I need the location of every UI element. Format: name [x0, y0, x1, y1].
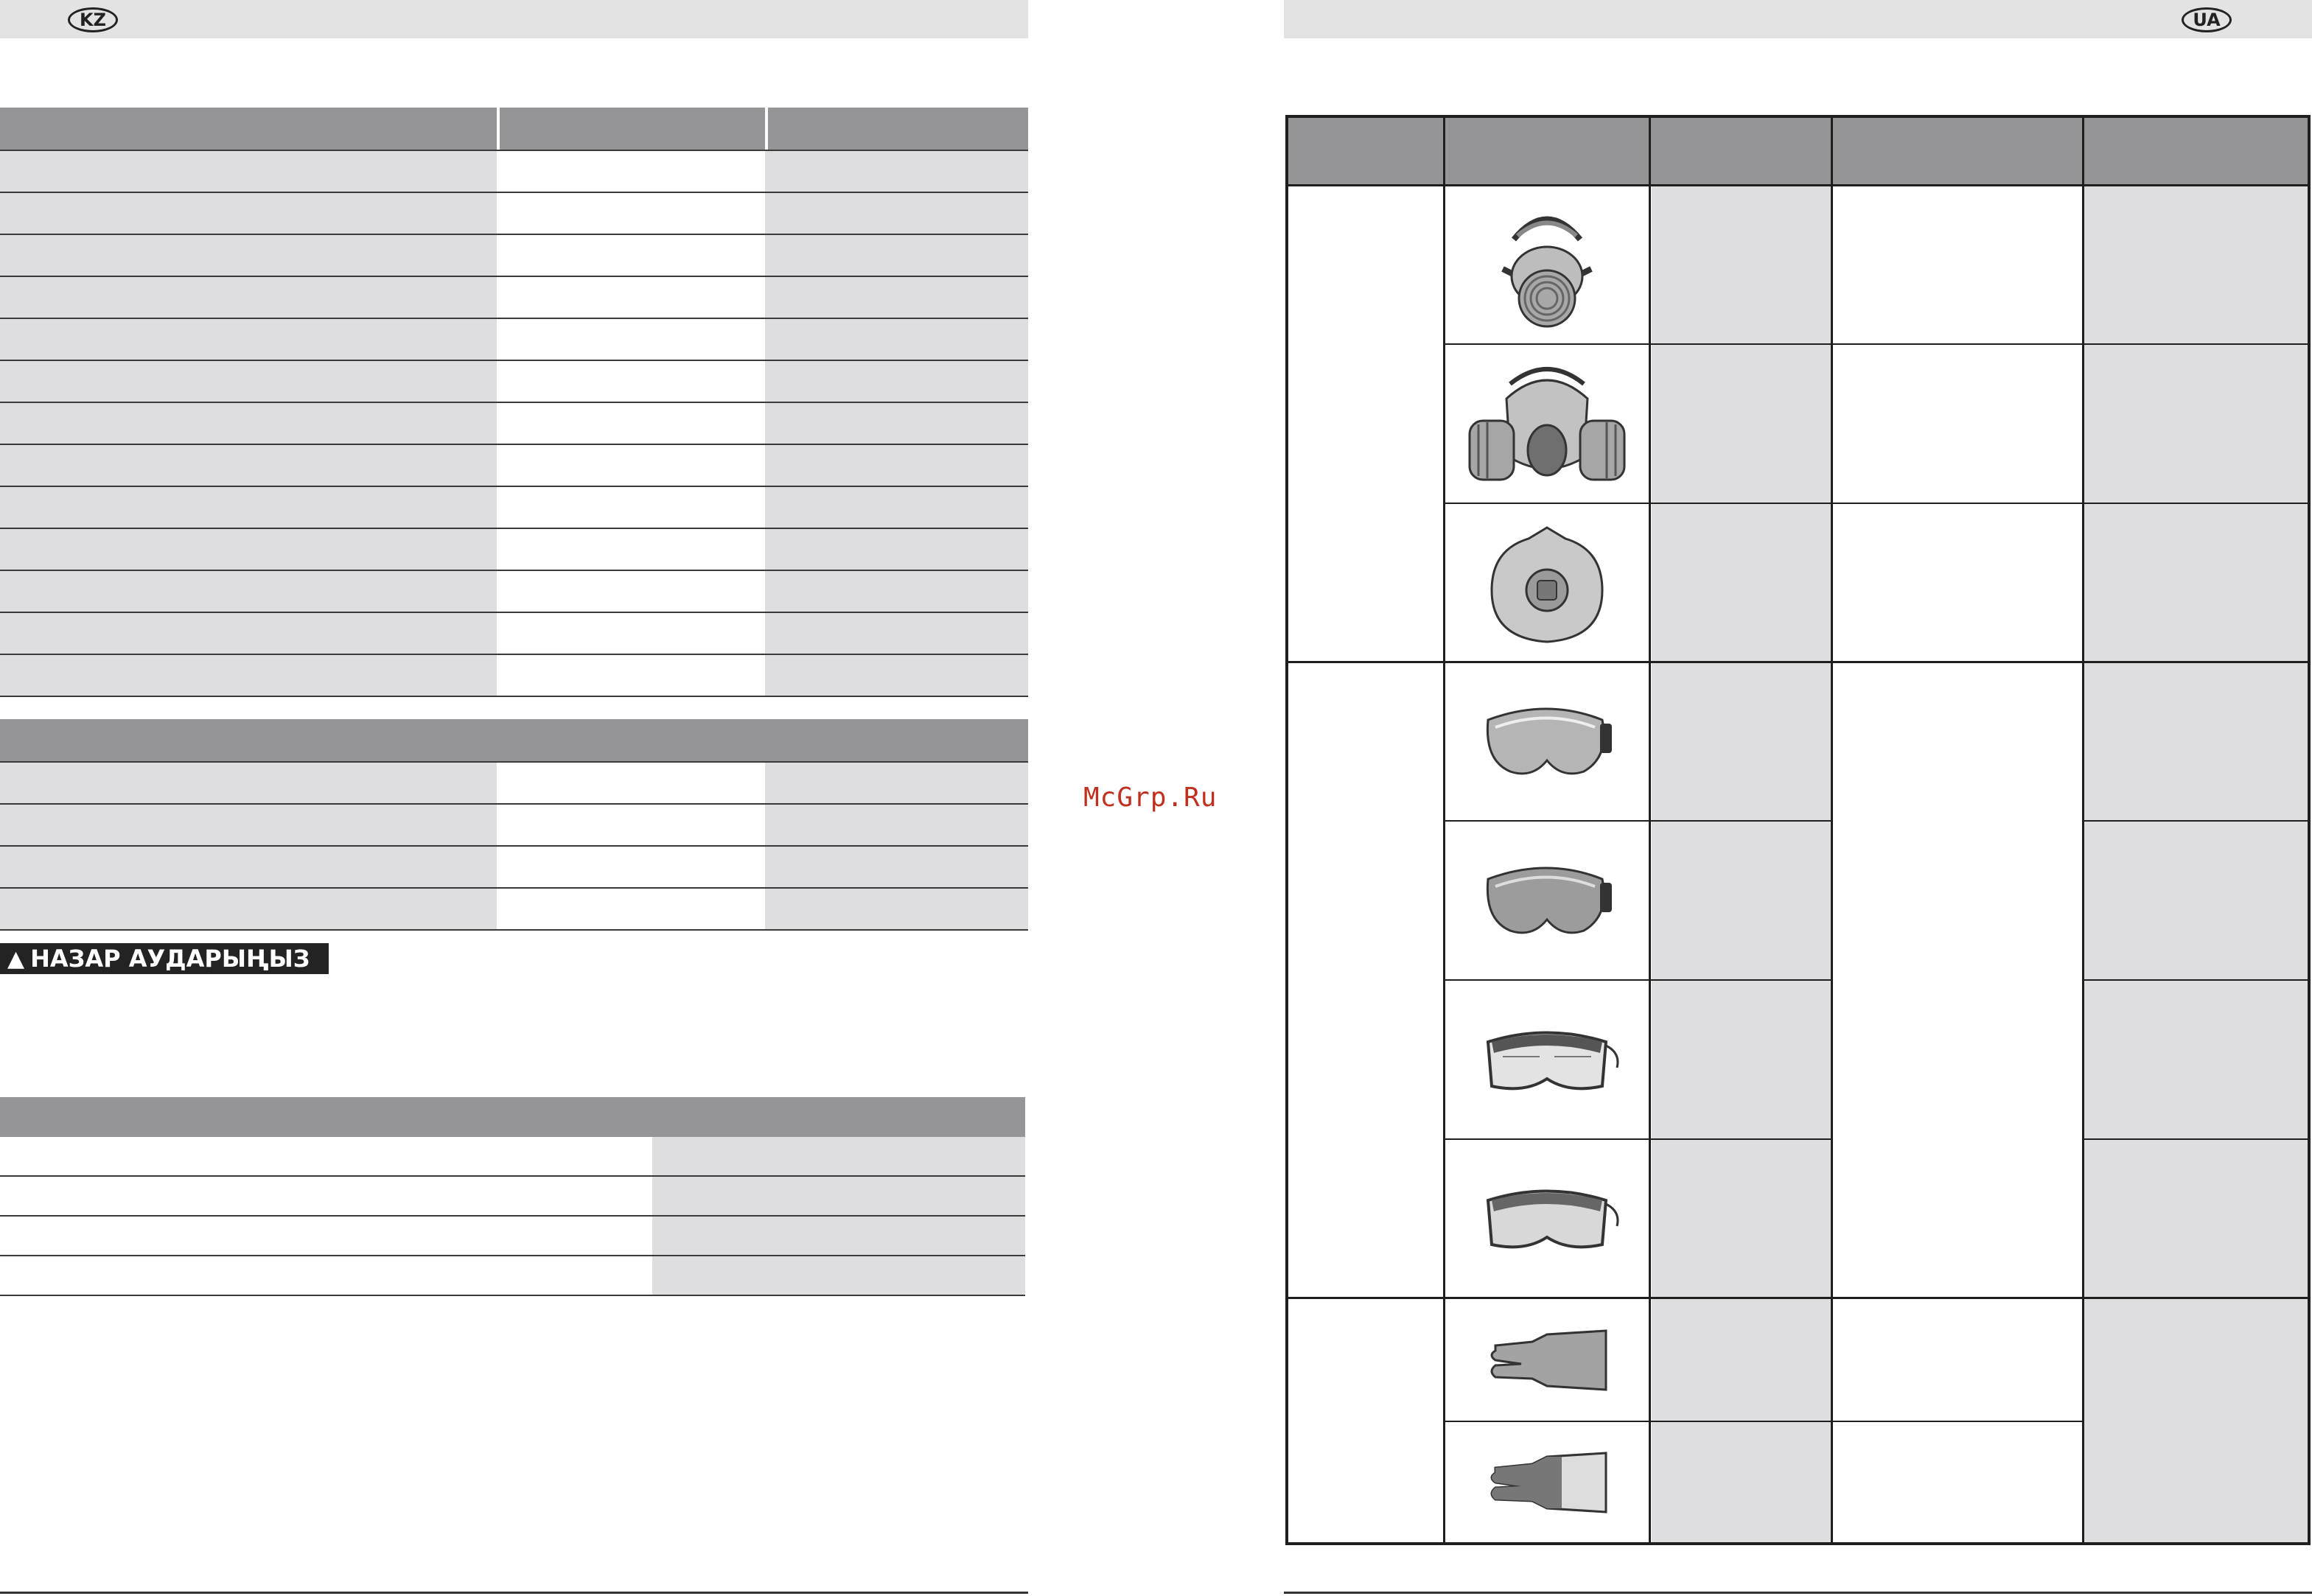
- table-cell: [765, 889, 1028, 929]
- table-cell: [765, 613, 1028, 654]
- table-cell: [0, 361, 497, 402]
- table-cell: [652, 1177, 1025, 1215]
- table-cell: [765, 571, 1028, 612]
- vented-goggles-clear-icon: [1445, 1141, 1649, 1297]
- table-cell: [765, 277, 1028, 318]
- table-row: [0, 235, 1028, 277]
- table-cell: [765, 529, 1028, 570]
- table-cell: [497, 193, 765, 234]
- table-cell: [0, 655, 497, 696]
- table-cell: [0, 487, 497, 528]
- table-cell: [765, 487, 1028, 528]
- left-footer-rule: [0, 1592, 1028, 1594]
- table-cell: [497, 529, 765, 570]
- table-cell: [0, 763, 497, 803]
- warning-triangle-icon: ▲: [7, 945, 25, 972]
- table-cell: [0, 529, 497, 570]
- table-cell: [0, 403, 497, 444]
- table-cell: [497, 613, 765, 654]
- table-row: [0, 1256, 1025, 1296]
- table-cell: [497, 571, 765, 612]
- table-row: [0, 403, 1028, 445]
- table-cell: [497, 277, 765, 318]
- spec-table-header: [0, 108, 1028, 150]
- ppe-table: [1285, 115, 2311, 1545]
- table-row: [0, 277, 1028, 319]
- parts-table: [0, 1097, 1025, 1296]
- table-row: [0, 763, 1028, 805]
- spec-table: [0, 108, 1028, 697]
- table-row: [0, 319, 1028, 361]
- table-cell: [0, 1137, 652, 1175]
- table-cell: [0, 805, 497, 845]
- twin-cartridge-respirator-icon: [1445, 346, 1649, 503]
- accessories-table: [0, 719, 1028, 931]
- table-cell: [497, 805, 765, 845]
- table-row: [0, 1177, 1025, 1217]
- parts-table-header: [0, 1097, 1025, 1137]
- table-row: [0, 571, 1028, 613]
- vented-goggles-icon: [1445, 981, 1649, 1138]
- table-cell: [0, 1217, 652, 1255]
- table-cell: [0, 1256, 652, 1295]
- table-cell: [0, 319, 497, 360]
- warning-text: НАЗАР АУДАРЫҢЫЗ: [30, 945, 310, 973]
- table-cell: [765, 319, 1028, 360]
- watermark: McGrp.Ru: [1083, 783, 1218, 813]
- table-cell: [497, 361, 765, 402]
- table-cell: [0, 151, 497, 192]
- table-cell: [497, 235, 765, 276]
- table-row: [0, 487, 1028, 529]
- table-row: [0, 193, 1028, 235]
- table-row: [0, 655, 1028, 697]
- lang-badge-kz: KZ: [68, 7, 118, 32]
- table-row: [0, 613, 1028, 655]
- table-cell: [0, 1177, 652, 1215]
- table-row: [0, 151, 1028, 193]
- table-cell: [497, 151, 765, 192]
- warning-label: [0, 943, 329, 974]
- table-cell: [0, 235, 497, 276]
- table-cell: [765, 361, 1028, 402]
- table-cell: [652, 1137, 1025, 1175]
- table-cell: [765, 235, 1028, 276]
- ppe-table-header: [1288, 118, 2308, 185]
- half-mask-respirator-icon: [1445, 186, 1649, 343]
- table-row: [0, 445, 1028, 487]
- table-cell: [0, 445, 497, 486]
- rubber-glove-icon: [1445, 1299, 1649, 1421]
- left-header-bar: [0, 0, 1028, 38]
- table-cell: [497, 763, 765, 803]
- table-cell: [497, 847, 765, 887]
- table-cell: [765, 763, 1028, 803]
- right-header-bar: [1284, 0, 2312, 38]
- table-cell: [765, 445, 1028, 486]
- table-cell: [0, 847, 497, 887]
- table-cell: [765, 193, 1028, 234]
- table-cell: [0, 193, 497, 234]
- table-cell: [0, 889, 497, 929]
- table-cell: [652, 1256, 1025, 1295]
- table-row: [0, 1137, 1025, 1177]
- table-cell: [765, 151, 1028, 192]
- table-row: [0, 1217, 1025, 1256]
- table-row: [0, 805, 1028, 847]
- closed-goggles-icon: [1445, 663, 1649, 820]
- coated-work-glove-icon: [1445, 1422, 1649, 1542]
- table-row: [0, 889, 1028, 931]
- table-cell: [497, 403, 765, 444]
- table-row: [0, 361, 1028, 403]
- lang-badge-ua: UA: [2182, 7, 2232, 32]
- right-footer-rule: [1284, 1592, 2312, 1594]
- table-cell: [652, 1217, 1025, 1255]
- table-cell: [497, 319, 765, 360]
- disposable-dust-mask-icon: [1445, 505, 1649, 661]
- table-cell: [0, 571, 497, 612]
- table-row: [0, 847, 1028, 889]
- table-cell: [0, 277, 497, 318]
- tinted-goggles-icon: [1445, 822, 1649, 979]
- table-row: [0, 529, 1028, 571]
- table-cell: [765, 805, 1028, 845]
- table-cell: [497, 655, 765, 696]
- table-cell: [497, 889, 765, 929]
- table-cell: [765, 655, 1028, 696]
- table-cell: [765, 847, 1028, 887]
- table-cell: [0, 613, 497, 654]
- table-cell: [765, 403, 1028, 444]
- accessories-table-header: [0, 719, 1028, 761]
- table-cell: [497, 445, 765, 486]
- table-cell: [497, 487, 765, 528]
